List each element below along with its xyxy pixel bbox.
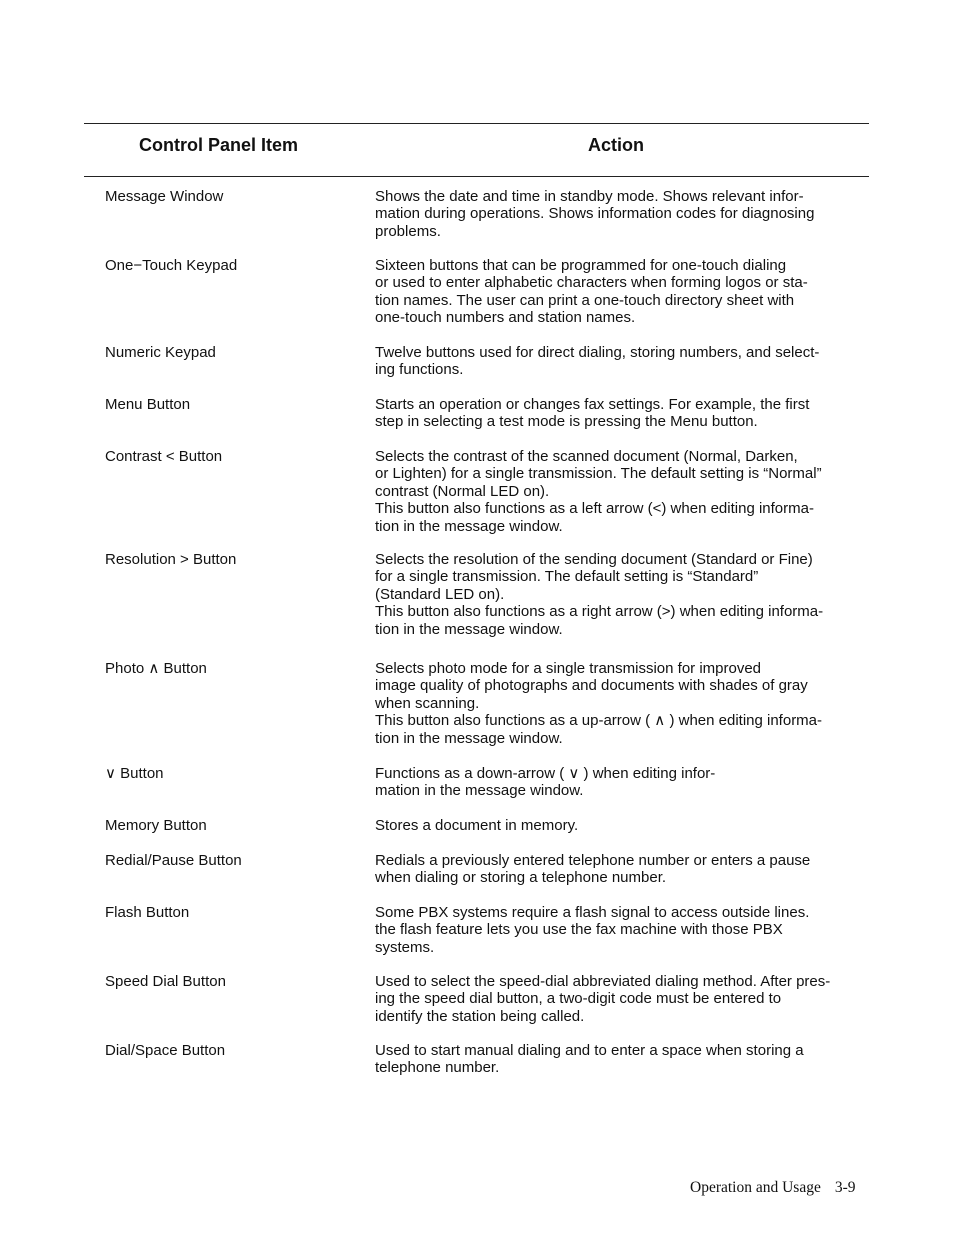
action-description bbox=[375, 1042, 855, 1077]
action-description bbox=[375, 904, 855, 956]
action-line: step in selecting a test mode is pressing the Menu button. bbox=[375, 413, 758, 431]
control-panel-item: Numeric Keypad bbox=[105, 344, 216, 361]
control-panel-item: Redial/Pause Button bbox=[105, 852, 242, 869]
action-description bbox=[375, 852, 855, 887]
action-line: Redials a previously entered telephone number or enters a pause bbox=[375, 852, 811, 869]
column-header-action: Action bbox=[588, 135, 644, 155]
action-line: Shows the date and time in standby mode. Shows relevant infor- bbox=[375, 188, 804, 205]
action-description bbox=[375, 551, 855, 638]
action-line: telephone number. bbox=[375, 1059, 500, 1077]
action-line: Starts an operation or changes fax settings. For example, the first bbox=[375, 396, 810, 413]
action-line: tion in the message window. bbox=[375, 620, 563, 638]
control-panel-item: Resolution > Button bbox=[105, 551, 237, 568]
action-line: Used to start manual dialing and to enter a space when storing a bbox=[375, 1042, 804, 1059]
action-line: This button also functions as a right arrow (>) when editing informa- bbox=[375, 603, 824, 621]
action-line: Sixteen buttons that can be programmed for one-touch dialing bbox=[375, 257, 787, 274]
table-top-rule bbox=[84, 123, 869, 124]
action-line: This button also functions as a left arrow (<) when editing informa- bbox=[375, 500, 814, 518]
action-description bbox=[375, 660, 855, 747]
action-line: Selects photo mode for a single transmission for improved bbox=[375, 660, 762, 677]
action-line: Functions as a down-arrow ( ∨ ) when editing infor- bbox=[375, 765, 716, 782]
action-line: Used to select the speed-dial abbreviated dialing method. After pres- bbox=[375, 973, 831, 990]
action-description bbox=[375, 396, 855, 431]
action-line: one-touch numbers and station names. bbox=[375, 309, 636, 327]
action-line: the flash feature lets you use the fax machine with those PBX bbox=[375, 921, 783, 939]
control-panel-item: One−Touch Keypad bbox=[105, 257, 238, 274]
action-line: or Lighten) for a single transmission. The default setting is “Normal” bbox=[375, 465, 822, 483]
action-line: tion in the message window. bbox=[375, 517, 563, 535]
action-line: ing functions. bbox=[375, 361, 464, 379]
control-panel-item: Photo ∧ Button bbox=[105, 660, 207, 677]
footer-section-title: Operation and Usage bbox=[690, 1179, 821, 1196]
action-line: when dialing or storing a telephone number. bbox=[375, 869, 667, 887]
action-description bbox=[375, 817, 855, 834]
action-line: Selects the contrast of the scanned document (Normal, Darken, bbox=[375, 448, 798, 465]
action-line: systems. bbox=[375, 938, 435, 956]
action-line: image quality of photographs and documents with shades of gray bbox=[375, 677, 808, 695]
action-description bbox=[375, 188, 855, 240]
action-description bbox=[375, 257, 855, 327]
column-header-control-panel-item: Control Panel Item bbox=[139, 135, 299, 155]
action-line: identify the station being called. bbox=[375, 1007, 585, 1025]
page-number: 3-9 bbox=[834, 1179, 856, 1196]
action-line: Some PBX systems require a flash signal to access outside lines. bbox=[375, 904, 810, 921]
control-panel-item: Contrast < Button bbox=[105, 448, 223, 465]
control-panel-item: ∨ Button bbox=[105, 765, 164, 782]
control-panel-item: Menu Button bbox=[105, 396, 191, 413]
action-line: ing the speed dial button, a two-digit code must be entered to bbox=[375, 990, 782, 1008]
action-description bbox=[375, 344, 855, 379]
control-panel-item: Message Window bbox=[105, 188, 224, 205]
action-line: when scanning. bbox=[375, 694, 480, 712]
action-line: (Standard LED on). bbox=[375, 585, 505, 603]
table-header-rule bbox=[84, 176, 869, 177]
action-line: mation during operations. Shows information codes for diagnosing bbox=[375, 205, 815, 223]
action-line: Stores a document in memory. bbox=[375, 817, 579, 834]
action-description bbox=[375, 973, 855, 1025]
action-line: This button also functions as a up-arrow ( ∧ ) when editing informa- bbox=[375, 712, 823, 730]
action-line: for a single transmission. The default setting is “Standard” bbox=[375, 568, 759, 586]
action-line: mation in the message window. bbox=[375, 782, 584, 800]
action-line: problems. bbox=[375, 222, 441, 240]
action-line: Selects the resolution of the sending document (Standard or Fine) bbox=[375, 551, 813, 568]
action-line: Twelve buttons used for direct dialing, storing numbers, and select- bbox=[375, 344, 820, 361]
control-panel-item: Speed Dial Button bbox=[105, 973, 226, 990]
action-description bbox=[375, 765, 855, 800]
action-line: tion names. The user can print a one-touch directory sheet with bbox=[375, 291, 795, 309]
action-line: contrast (Normal LED on). bbox=[375, 482, 550, 500]
control-panel-item: Dial/Space Button bbox=[105, 1042, 226, 1059]
control-panel-item: Flash Button bbox=[105, 904, 190, 921]
action-line: or used to enter alphabetic characters when forming logos or sta- bbox=[375, 274, 808, 292]
action-line: tion in the message window. bbox=[375, 729, 563, 747]
page-footer bbox=[690, 1179, 856, 1197]
action-description bbox=[375, 448, 855, 535]
control-panel-item: Memory Button bbox=[105, 817, 207, 834]
